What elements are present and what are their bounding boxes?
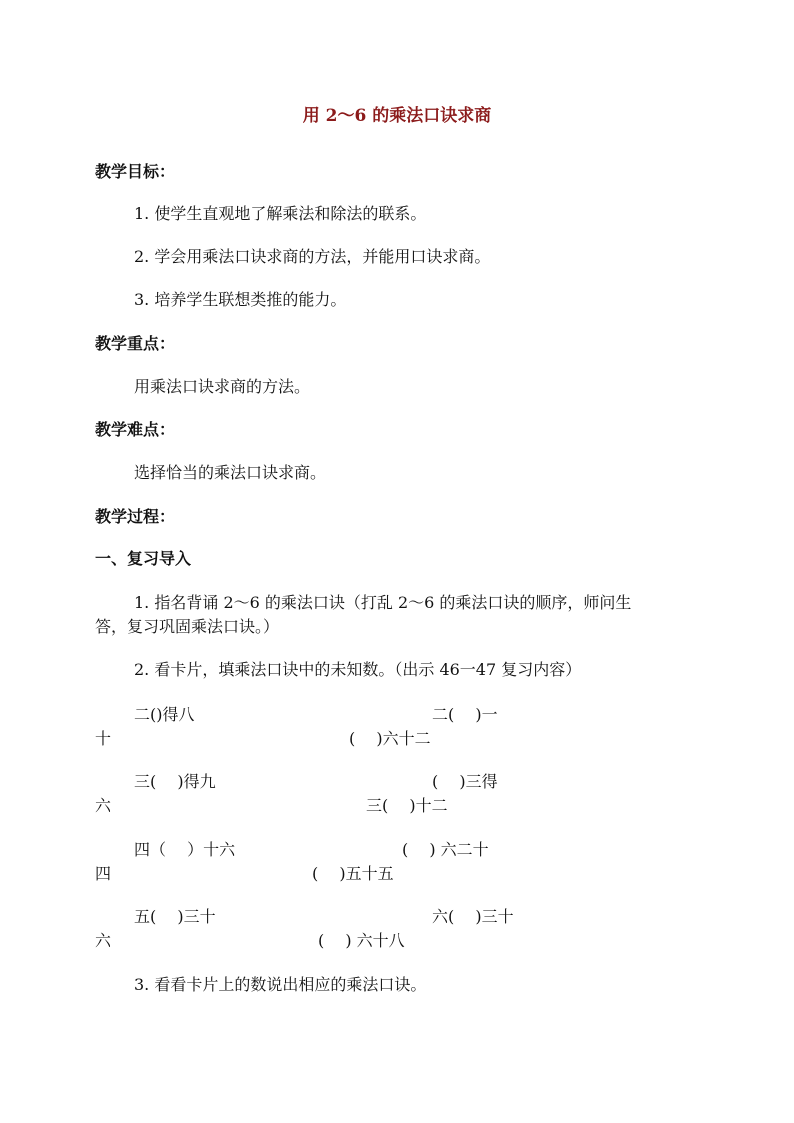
part1-heading: 一、复习导入 — [95, 549, 192, 568]
card-text: 五( )三十 — [134, 907, 216, 926]
objective-item-1: 1. 使学生直观地了解乘法和除法的联系。 — [134, 204, 427, 223]
difficulty-text: 选择恰当的乘法口诀求商。 — [134, 463, 327, 482]
objective-item-3: 3. 培养学生联想类推的能力。 — [134, 290, 347, 309]
card-text: 十 — [95, 729, 112, 748]
step1-line2: 答，复习巩固乘法口诀。） — [95, 617, 280, 636]
card-text: ( )五十五 — [312, 864, 394, 883]
card-text: 三( )十二 — [366, 796, 448, 815]
document-title: 用 2～6 的乘法口诀求商 — [302, 106, 492, 126]
key-text: 用乘法口诀求商的方法。 — [134, 377, 311, 396]
key-heading: 教学重点： — [95, 334, 176, 353]
card-text: 二( )一 — [432, 705, 498, 724]
card-text: ( )六十二 — [349, 729, 431, 748]
difficulty-heading: 教学难点： — [95, 420, 176, 439]
card-text: 六( )三十 — [432, 907, 514, 926]
card-text: 六 — [95, 796, 112, 815]
card-text: 三( )得九 — [134, 772, 216, 791]
card-text: ( ) 六二十 — [402, 840, 489, 859]
step1-line1: 1. 指名背诵 2～6 的乘法口诀（打乱 2～6 的乘法口诀的顺序，师问生 — [134, 593, 632, 612]
step2-text: 2. 看卡片，填乘法口诀中的未知数。（出示 46一47 复习内容） — [134, 660, 582, 679]
process-heading: 教学过程： — [95, 507, 176, 526]
objective-item-2: 2. 学会用乘法口诀求商的方法，并能用口诀求商。 — [134, 247, 491, 266]
card-text: 二()得八 — [134, 705, 195, 724]
card-text: 六 — [95, 931, 112, 950]
card-text: ( ) 六十八 — [318, 931, 405, 950]
step3-text: 3. 看看卡片上的数说出相应的乘法口诀。 — [134, 975, 427, 994]
card-text: ( )三得 — [432, 772, 498, 791]
card-text: 四 — [95, 864, 112, 883]
card-text: 四（ ）十六 — [134, 840, 236, 859]
objectives-heading: 教学目标： — [95, 162, 176, 181]
